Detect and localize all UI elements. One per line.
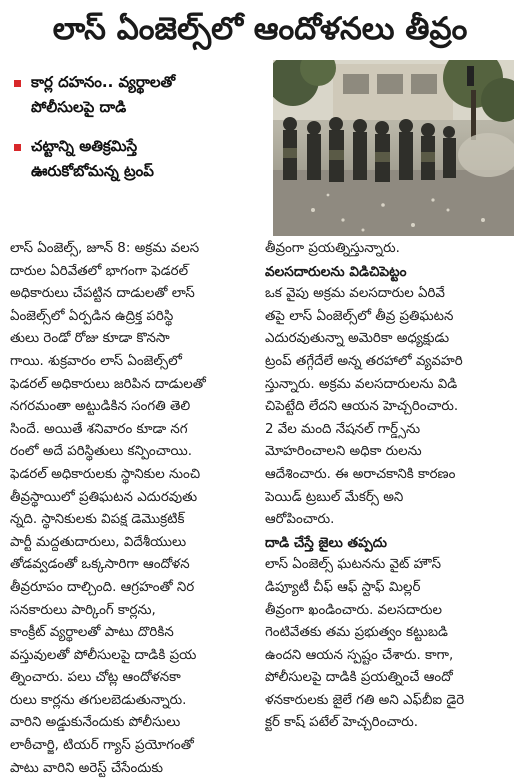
left-column	[10, 238, 255, 780]
text-line: దారుల ఏరివేతలో భాగంగా ఫెడరల్	[10, 263, 189, 279]
text-line: తులు రెండో రోజు కూడా కొనసా	[10, 331, 170, 347]
bullet-line: చట్టాన్ని అతిక్రమిస్తే	[31, 137, 138, 155]
text-line: ఫెడరల్ అధికారులు జరిపిన దాడులతో	[10, 376, 206, 392]
text-line: పోలీసులపై దాడికి ప్రయత్నించే ఆందో	[265, 670, 453, 686]
text-line: తోడవ్వడంతో ఒక్కసారిగా ఆందోళన	[10, 557, 190, 573]
text-line: పెయిడ్ ట్రబుల్ మేకర్స్ అని	[265, 489, 404, 505]
bullet-square-icon	[14, 144, 21, 151]
text-line: చిపెట్టేది లేదని ఆయన హెచ్చరించారు.	[265, 399, 459, 415]
section-body	[265, 554, 510, 735]
text-line: పాటు వారిని అరెస్ట్ చేసేందుకు	[10, 760, 164, 776]
text-line: సిందే. అయితే శనివారం కూడా నగ	[10, 421, 188, 437]
right-column	[265, 238, 510, 780]
text-line: వస్తువులతో పోలీసులపై దాడికి ప్రయ	[10, 647, 197, 663]
section-heading: వలసదారులను విడిచిపెట్టం	[265, 263, 407, 280]
section-heading: దాడి చేస్తే జైలు తప్పదు	[265, 534, 388, 551]
headline: లాస్ ఏంజెల్స్‌లో ఆందోళనలు తీవ్రం	[52, 11, 468, 47]
article-body	[10, 238, 510, 780]
bullet-item	[12, 134, 262, 184]
text-line: ఎదురవుతున్నా అమెరికా అధ్యక్షుడు	[265, 331, 450, 347]
text-line: 2 వేల మంది నేషనల్ గార్డ్స్‌ను	[265, 421, 421, 437]
text-line: తీవ్రరూపం దాల్చింది. ఆగ్రహంతో నిర	[10, 579, 195, 595]
text-line: ళనకారులకు జైలే గతి అని ఎఫ్‌బీఐ డైరె	[265, 692, 465, 708]
text-line: స్తున్నారు. అక్రమ వలసదారులను విడి	[265, 376, 458, 392]
bullet-line: ఊరుకోబోమన్న ట్రంప్	[31, 162, 154, 180]
bullet-square-icon	[14, 80, 21, 87]
text-line: మోహరించాలని అధికా రులను	[265, 444, 422, 460]
text-line: అధికారులు చేపట్టిన దాడులతో లాస్	[10, 286, 195, 302]
text-line: న్నది. స్థానికులకు విపక్ష డెమొక్రటిక్	[10, 512, 185, 528]
text-line: తీవ్రంగా ఖండించారు. వలసదారుల	[265, 602, 443, 618]
section-body	[265, 283, 510, 532]
text-line: కాంక్రీట్ వ్యర్థాలతో పాటు దొరికిన	[10, 625, 174, 641]
bullet-line: కార్ల దహనం.. వ్యర్థాలతో	[31, 73, 176, 91]
text-line: లాస్ ఏంజెల్స్ ఘటనను వైట్ హౌస్	[265, 557, 441, 573]
text-line: త్నించారు. పలు చోట్ల ఆందోళనకా	[10, 670, 181, 686]
text-line: గెంటివేతకు తమ ప్రభుత్వం కట్టుబడి	[265, 625, 448, 641]
text-line: ఉందని ఆయన స్పష్టం చేశారు. కాగా,	[265, 647, 454, 663]
text-line: గాయి. శుక్రవారం లాస్ ఏంజెల్స్‌లో	[10, 353, 182, 369]
text-line: ఆరోపించారు.	[265, 512, 335, 528]
bullet-item	[12, 70, 262, 120]
news-photo	[273, 60, 514, 236]
text-line: ఒక వైపు అక్రమ వలసదారుల ఏరివే	[265, 286, 445, 302]
text-line: ఆదేశించారు. ఈ అరాచకానికి కారణం	[265, 466, 456, 482]
top-section	[10, 56, 510, 236]
text-line: రంలో అదే పరిస్థితులు కన్పించాయి.	[10, 444, 192, 460]
text-line: సనకారులు పార్కింగ్ కార్లను,	[10, 602, 156, 618]
bullet-list	[12, 70, 262, 198]
text-line: నగరమంతా అట్టుడికిన సంగతి తెలి	[10, 399, 191, 415]
text-line: ఏంజెల్స్‌లో ఏర్పడిన ఉద్రిక్త పరిస్థి	[10, 308, 174, 324]
text-line: రులు కార్లను తగులబెడుతున్నారు.	[10, 692, 187, 708]
riot-scene-image	[273, 60, 514, 236]
text-line: ట్రంప్ తగ్గేదేలే అన్న తరహాలో వ్యవహరి	[265, 353, 463, 369]
text-line: లాస్ ఏంజెల్స్, జూన్ 8: అక్రమ వలస	[10, 241, 200, 256]
text-line: వారిని అడ్డుకునేందుకు పోలీసులు	[10, 715, 181, 731]
text-line: లాఠీచార్జి, టియర్ గ్యాస్ ప్రయోగంతో	[10, 738, 194, 754]
text-line: తీవ్రస్థాయిలో ప్రతిఘటన ఎదురవుతు	[10, 489, 198, 505]
intro-line: తీవ్రంగా ప్రయత్నిస్తున్నారు.	[265, 241, 400, 256]
text-line: ఫెడరల్ అధికారులకు స్థానికుల నుంచి	[10, 466, 201, 482]
text-line: డిప్యూటీ చీఫ్ ఆఫ్ స్టాఫ్ మిల్లర్	[265, 579, 421, 595]
text-line: పార్టీ మద్దతుదారులు, విదేశీయులు	[10, 534, 187, 550]
text-line: తపై లాస్ ఏంజెల్స్‌లో తీవ్ర ప్రతిఘటన	[265, 308, 454, 324]
text-line: క్టర్ కాష్ పటేల్ హెచ్చరించారు.	[265, 715, 418, 731]
bullet-line: పోలీసులపై దాడి	[31, 98, 127, 116]
